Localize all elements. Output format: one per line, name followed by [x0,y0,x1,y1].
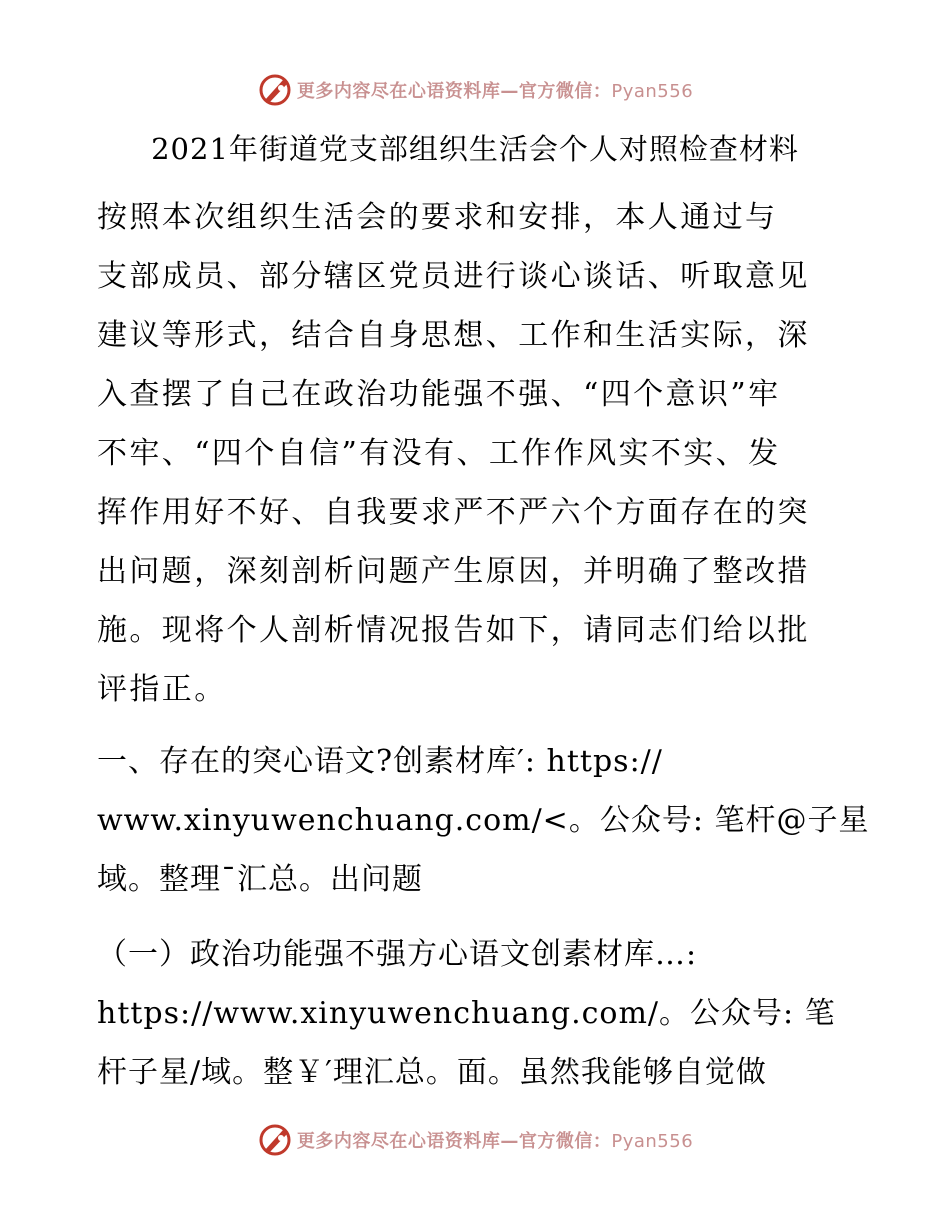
section-1-heading [97,732,870,909]
text-line: 一、存在的突心语文?创素材库′: https:// [97,744,663,779]
text-line: 建议等形式，结合自身思想、工作和生活实际，深 [97,318,810,353]
text-line: 入查摆了自己在政治功能强不强、“四个意识”牢 [97,377,781,412]
document-title: 2021年街道党支部组织生活会个人对照检查材料 [151,132,799,166]
watermark-text: 更多内容尽在心语资料库—官方微信：Pyan556 [296,1131,694,1152]
watermark-text: 更多内容尽在心语资料库—官方微信：Pyan556 [296,81,694,102]
text-line: 不牢、“四个自信”有没有、工作作风实不实、发 [97,436,781,471]
text-line: 挥作用好不好、自我要求严不严六个方面存在的突 [97,495,810,530]
watermark-banner-top [0,70,950,110]
text-line: 支部成员、部分辖区党员进行谈心谈话、听取意见 [97,259,810,294]
watermark-banner-bottom [0,1120,950,1160]
text-line: 杆子星/域。整￥′理汇总。面。虽然我能够自觉做 [97,1055,767,1090]
intro-paragraph [97,188,857,719]
text-line: （一）政治功能强不强方心语文创素材库…: [97,937,698,972]
text-line: 施。现将个人剖析情况报告如下，请同志们给以批 [97,613,810,648]
pen-logo-icon [257,72,293,108]
text-line: www.xinyuwenchuang.com/<。公众号: 笔杆@子星 [97,803,870,838]
text-line: 评指正。 [97,672,227,707]
text-line: https://www.xinyuwenchuang.com/。公众号: 笔 [97,996,836,1031]
text-line: 按照本次组织生活会的要求和安排，本人通过与 [97,200,778,235]
section-1-1-paragraph [97,925,857,1102]
text-line: 出问题，深刻剖析问题产生原因，并明确了整改措 [97,554,810,589]
pen-logo-icon [257,1122,293,1158]
text-line: 域。整理¯汇总。出问题 [97,862,423,897]
